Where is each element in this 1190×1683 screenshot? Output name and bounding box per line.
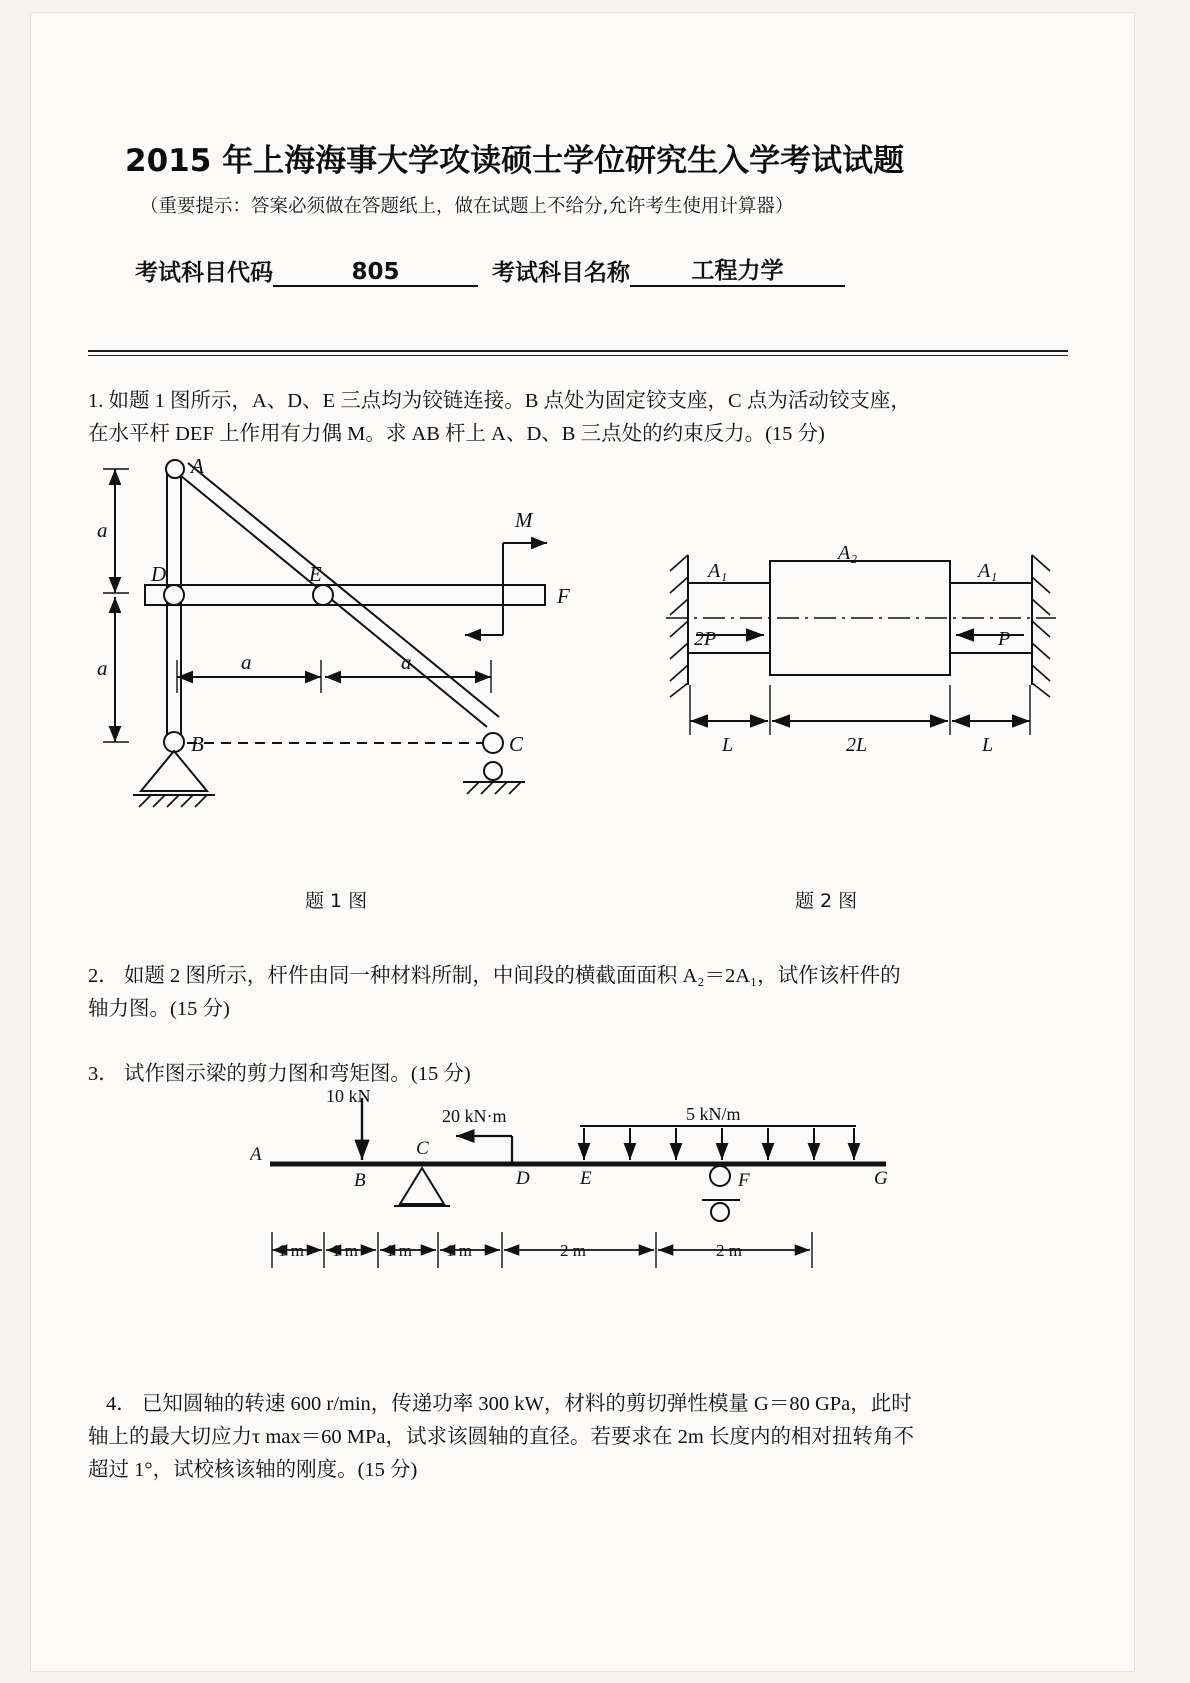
fig3-label-C: C [416,1138,429,1159]
fig2-label-2P: 2P [694,628,717,650]
fig3-dim-2: 1 m [386,1241,412,1260]
fig3-dim-5: 2 m [716,1241,742,1260]
q4-line2: 轴上的最大切应力τ max＝60 MPa，试求该圆轴的直径。若要求在 2m 长度内的相对扭转角不 [88,1426,914,1449]
fig2-label-P: P [998,628,1011,650]
q1-line1: 如题 1 图所示，A、D、E 三点均为铰链连接。B 点处为固定铰支座，C 点为活动铰支座， [108,390,911,412]
q2-number: 2． [88,965,119,987]
subject-code-value: 805 [273,259,478,287]
fig3-dim-3: 1 m [446,1241,472,1260]
fig3-dim-4: 2 m [560,1241,586,1260]
fig1-label-B: B [191,732,204,756]
subject-code-line [135,252,1085,287]
fig3-label-E: E [580,1168,592,1189]
important-notice: （重要提示：答案必须做在答题纸上，做在试题上不给分,允许考生使用计算器） [140,196,794,217]
subject-name-value: 工程力学 [630,252,845,287]
q3-number: 3． [88,1063,119,1085]
fig3-label-F: F [738,1170,750,1191]
fig1-label-M: M [515,508,533,532]
fig3-label-B: B [354,1170,366,1191]
fig1-dim-a-top: a [97,518,108,542]
fig2-label-A1-right: A₁ [978,560,998,582]
question-4-text [88,1388,1098,1488]
fig3-label-distributed: 5 kN/m [686,1104,741,1124]
q2-line2: 轴力图。(15 分) [88,998,230,1021]
fig3-label-moment: 20 kN·m [442,1106,507,1126]
fig1-dim-a-left: a [241,650,252,674]
fig1-label-F: F [557,584,570,608]
fig3-label-G: G [874,1168,888,1189]
figure-1-diagram [95,455,615,825]
q4-line1: 已知圆轴的转速 600 r/min，传递功率 300 kW，材料的剪切弹性模量 G＝80 GPa，此时 [141,1393,912,1415]
subject-code-label: 考试科目代码 [135,260,273,286]
fig2-dim-2L: 2L [846,734,868,756]
figure-3-beam-diagram [250,1090,910,1280]
fig1-label-A: A [191,455,204,478]
header-divider [88,350,1068,356]
fig1-dim-a-bottom: a [97,656,108,680]
q4-line3: 超过 1°，试校核该轴的刚度。(15 分) [88,1459,418,1482]
fig3-dim-1: 1 m [332,1241,358,1260]
fig2-label-A2: A₂ [838,545,858,564]
fig1-dim-a-right: a [401,650,412,674]
figure-2-diagram [660,545,1060,795]
fig1-label-E: E [309,562,322,586]
q4-number: 4． [106,1393,137,1415]
fig2-dim-L-left: L [722,734,734,756]
q3-line1: 试作图示梁的剪力图和弯矩图。(15 分) [123,1063,471,1085]
fig3-label-A: A [250,1144,262,1165]
fig2-dim-L-right: L [982,734,994,756]
fig3-dim-0: 1 m [278,1241,304,1260]
page-content [85,0,1085,287]
page-title: 2015 年上海海事大学攻读硕士学位研究生入学考试试题 [125,143,905,179]
fig2-label-A1-left: A₁ [708,560,728,582]
figure-2-caption: 题 2 图 [795,890,858,912]
q1-line2: 在水平杆 DEF 上作用有力偶 M。求 AB 杆上 A、D、B 三点处的约束反力。(15 分) [88,423,825,446]
question-1-text [88,385,1088,451]
fig3-label-D: D [516,1168,530,1189]
question-3-text [88,1058,1088,1091]
subject-name-label: 考试科目名称 [492,260,630,286]
fig1-label-C: C [509,732,524,756]
q2-line1: 如题 2 图所示，杆件由同一种材料所制，中间段的横截面面积 A₂＝2A₁，试作该杆件的 [123,965,901,987]
question-2-text [88,960,1088,1026]
figure-1-caption: 题 1 图 [305,890,368,912]
fig3-label-10kN: 10 kN [326,1090,371,1106]
fig1-label-D: D [151,562,167,586]
q1-number: 1. [88,390,104,412]
